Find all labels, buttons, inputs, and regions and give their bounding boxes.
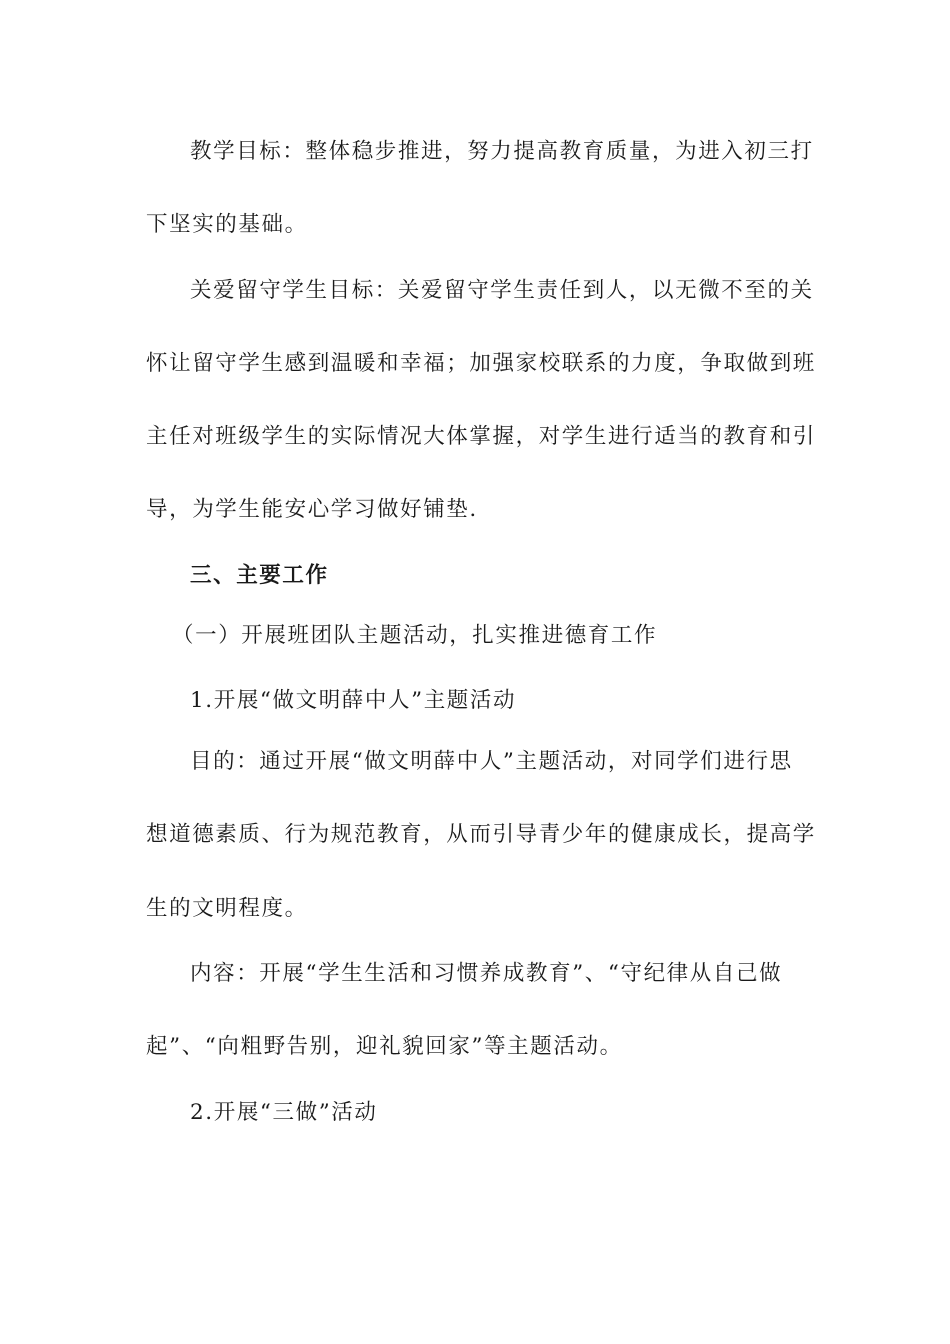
paragraph-content-line-2: 起”、“向粗野告别，迎礼貌回家”等主题活动。 <box>146 1034 623 1059</box>
paragraph-purpose-line-3: 生的文明程度。 <box>146 896 308 921</box>
paragraph-teaching-goal-line-1: 教学目标：整体稳步推进，努力提高教育质量，为进入初三打 <box>190 139 814 164</box>
item-heading-1: 1.开展“做文明薛中人”主题活动 <box>190 688 517 713</box>
paragraph-purpose-line-1: 目的：通过开展“做文明薛中人”主题活动，对同学们进行思 <box>190 749 793 774</box>
item-heading-2: 2.开展“三做”活动 <box>190 1100 378 1125</box>
paragraph-care-goal-line-3: 主任对班级学生的实际情况大体掌握，对学生进行适当的教育和引 <box>146 424 816 449</box>
section-heading-main-work: 三、主要工作 <box>190 563 329 588</box>
paragraph-purpose-line-2: 想道德素质、行为规范教育，从而引导青少年的健康成长，提高学 <box>146 822 816 847</box>
subsection-heading-1: （一）开展班团队主题活动，扎实推进德育工作 <box>172 623 658 648</box>
paragraph-content-line-1: 内容：开展“学生生活和习惯养成教育”、“守纪律从自己做 <box>190 961 783 986</box>
paragraph-care-goal-line-2: 怀让留守学生感到温暖和幸福；加强家校联系的力度，争取做到班 <box>146 351 816 376</box>
paragraph-care-goal-line-1: 关爱留守学生目标：关爱留守学生责任到人，以无微不至的关 <box>190 278 814 303</box>
paragraph-care-goal-line-4: 导，为学生能安心学习做好铺垫. <box>146 497 478 522</box>
paragraph-teaching-goal-line-2: 下坚实的基础。 <box>146 212 308 237</box>
